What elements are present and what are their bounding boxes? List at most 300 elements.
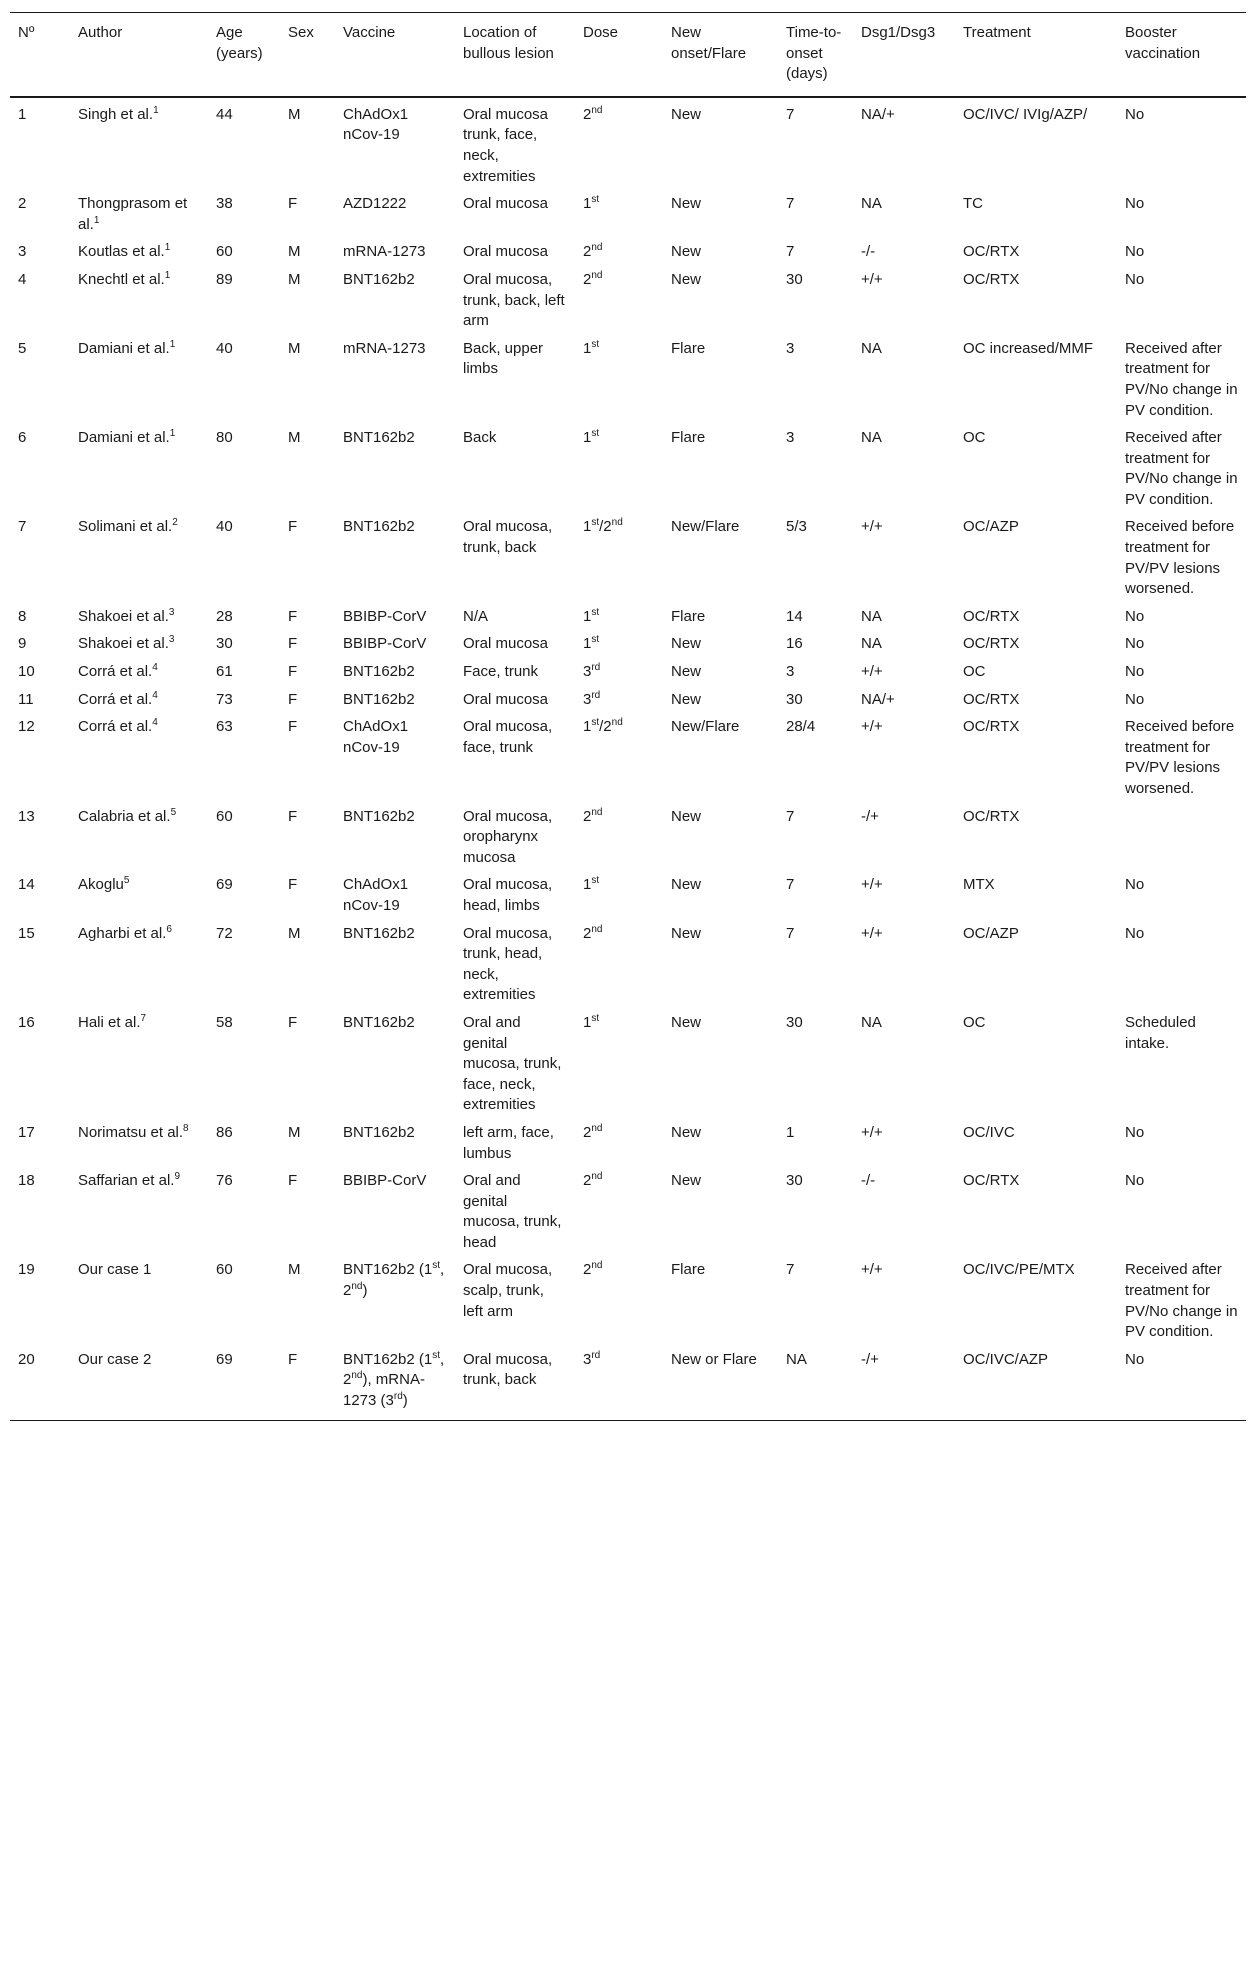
table-row	[10, 710, 1246, 799]
cell-treatment: OC increased/MMF	[963, 339, 1094, 357]
dose-ordinal: rd	[591, 689, 601, 701]
reference-number: 3	[168, 606, 175, 618]
author-name: Singh et al.	[78, 105, 154, 123]
cell-number: 16	[18, 1013, 35, 1031]
table-body	[10, 97, 1246, 1420]
cell-treatment: MTX	[963, 876, 995, 894]
cell-author	[70, 263, 208, 332]
cell-onset: New	[671, 105, 702, 123]
dose-ordinal: nd	[591, 1171, 603, 1183]
cell-dsg: NA	[861, 429, 882, 447]
cell-author	[70, 627, 208, 655]
cell-booster: No	[1125, 924, 1145, 942]
table-row	[10, 1006, 1246, 1116]
cell-location: Oral mucosa, scalp, trunk, left arm	[463, 1261, 553, 1320]
header-treatment: Treatment	[955, 13, 1117, 97]
header-age: Age (years)	[208, 13, 280, 97]
cell-time-to-onset: 7	[786, 195, 795, 213]
cell-number: 2	[18, 195, 27, 213]
cell-author	[70, 917, 208, 1006]
dose-number: 2	[583, 924, 592, 942]
table-header-row	[10, 13, 1246, 97]
cell-time-to-onset: 7	[786, 807, 795, 825]
cell-vaccine	[335, 1116, 455, 1164]
cell-location: left arm, face, lumbus	[463, 1123, 554, 1162]
cell-author	[70, 1343, 208, 1420]
cell-treatment: OC/AZP	[963, 924, 1019, 942]
reference-number: 9	[174, 1171, 181, 1183]
cell-dsg: NA/+	[861, 105, 895, 123]
cell-booster: No	[1125, 1172, 1145, 1190]
cell-age: 69	[216, 876, 233, 894]
vaccine-text: )	[402, 1392, 408, 1410]
cell-onset: Flare	[671, 429, 706, 447]
cell-author	[70, 235, 208, 263]
author-name: Norimatsu et al.	[78, 1123, 184, 1141]
cell-sex: M	[288, 1123, 301, 1141]
cell-treatment: OC	[963, 429, 986, 447]
cell-dose	[575, 627, 663, 655]
cell-location: N/A	[463, 607, 489, 625]
dose-ordinal: nd	[591, 242, 603, 254]
cell-treatment: OC/AZP	[963, 518, 1019, 536]
vaccine-text: , 2	[343, 1261, 445, 1300]
dose-number: 1	[583, 429, 592, 447]
vaccine-text: BNT162b2 (1	[343, 1350, 433, 1368]
vaccine-dose-ordinal: nd	[351, 1281, 363, 1293]
dose-number: 3	[583, 690, 592, 708]
cell-time-to-onset: 7	[786, 243, 795, 261]
cell-age: 69	[208, 1343, 280, 1420]
cell-number: 10	[18, 663, 35, 681]
cell-number: 9	[18, 635, 27, 653]
header-onset: New onset/Flare	[663, 13, 778, 97]
vaccine-name: BNT162b2	[343, 690, 415, 708]
cell-vaccine	[335, 655, 455, 683]
author-name: Corrá et al.	[78, 718, 153, 736]
vaccine-name: BNT162b2	[343, 924, 415, 942]
dose-ordinal: st	[591, 428, 600, 440]
cell-dose	[575, 683, 663, 711]
cell-onset: Flare	[671, 607, 706, 625]
dose-number: 1	[583, 607, 592, 625]
cell-vaccine	[335, 332, 455, 421]
reference-number: 4	[152, 717, 158, 729]
author-name: Akoglu	[78, 876, 124, 894]
dose-ordinal: nd	[591, 104, 603, 116]
cell-location: Oral mucosa	[463, 635, 549, 653]
cell-time-to-onset: 3	[786, 429, 795, 447]
reference-number: 1	[169, 338, 176, 350]
author-name: Knechtl et al.	[78, 270, 165, 288]
dose-number: 1	[583, 1013, 592, 1031]
table-row	[10, 97, 1246, 187]
vaccine-name: BNT162b2	[343, 518, 415, 536]
author-name: Corrá et al.	[78, 690, 153, 708]
cell-dose	[575, 235, 663, 263]
author-name: Our case 1	[78, 1261, 152, 1279]
cell-time-to-onset: 1	[786, 1123, 795, 1141]
dose-number: 1	[583, 876, 592, 894]
cell-treatment: OC/RTX	[963, 1172, 1020, 1190]
cell-number: 20	[10, 1343, 70, 1420]
cell-location: Oral and genital mucosa, trunk, face, neck, extremities	[463, 1013, 562, 1114]
dose-number: 3	[583, 663, 592, 681]
reference-number: 1	[164, 242, 171, 254]
cell-dsg: NA	[861, 195, 882, 213]
cell-location: Oral and genital mucosa, trunk, head	[463, 1172, 562, 1251]
header-sex: Sex	[280, 13, 335, 97]
cell-dose	[575, 510, 663, 599]
dose-ordinal: nd	[591, 269, 603, 281]
table-row	[10, 600, 1246, 628]
header-vaccine: Vaccine	[335, 13, 455, 97]
cell-vaccine	[335, 710, 455, 799]
cell-author	[70, 1006, 208, 1116]
cell-sex: F	[288, 518, 298, 536]
dose-number: 2	[583, 1172, 592, 1190]
vaccine-name: AZD1222	[343, 195, 407, 213]
cell-onset: New	[671, 924, 702, 942]
cell-booster: No	[1125, 1123, 1145, 1141]
cell-number: 13	[18, 807, 35, 825]
cell-booster: No	[1125, 243, 1145, 261]
cell-dose	[575, 655, 663, 683]
cell-dsg: NA	[861, 607, 882, 625]
cell-onset: Flare	[671, 339, 706, 357]
cell-dose	[575, 710, 663, 799]
cell-dose	[575, 1164, 663, 1253]
cell-author	[70, 1164, 208, 1253]
cell-vaccine	[335, 97, 455, 187]
reference-number: 4	[152, 662, 158, 674]
dose-ordinal: nd	[591, 1122, 603, 1134]
cell-onset: Flare	[671, 1261, 706, 1279]
cell-age: 80	[216, 429, 233, 447]
cell-dsg: +/+	[861, 1123, 883, 1141]
dose-ordinal: st	[591, 517, 600, 529]
vaccine-name: BBIBP-CorV	[343, 607, 427, 625]
author-name: Corrá et al.	[78, 663, 153, 681]
cell-author	[70, 332, 208, 421]
cell-treatment: TC	[963, 195, 983, 213]
cell-time-to-onset: 3	[786, 339, 795, 357]
cell-vaccine	[335, 1006, 455, 1116]
cell-time-to-onset: 5/3	[786, 518, 807, 536]
cell-booster: No	[1125, 195, 1145, 213]
cell-dsg: +/+	[861, 1261, 883, 1279]
cell-number: 8	[18, 607, 27, 625]
cell-dose	[575, 868, 663, 916]
cell-dose	[575, 187, 663, 235]
cell-time-to-onset: 7	[786, 924, 795, 942]
cell-booster: No	[1125, 876, 1145, 894]
cell-age: 72	[216, 924, 233, 942]
cell-booster: Scheduled intake.	[1125, 1013, 1196, 1052]
cell-time-to-onset: 7	[786, 876, 795, 894]
cell-sex: F	[288, 718, 298, 736]
cell-number: 3	[18, 243, 27, 261]
cell-age: 30	[216, 635, 233, 653]
cell-number: 15	[18, 924, 35, 942]
cell-dose	[575, 1253, 663, 1342]
cell-dose	[575, 917, 663, 1006]
author-name: Hali et al.	[78, 1013, 141, 1031]
cell-onset: New/Flare	[671, 518, 740, 536]
cell-dose	[575, 600, 663, 628]
cell-sex: M	[288, 339, 301, 357]
cell-sex: F	[288, 607, 298, 625]
table-row	[10, 917, 1246, 1006]
cell-age: 60	[216, 1261, 233, 1279]
cell-treatment: OC/IVC/PE/MTX	[963, 1261, 1075, 1279]
cell-sex: F	[288, 663, 298, 681]
dose-ordinal: nd	[611, 717, 623, 729]
cell-onset: New	[671, 1172, 702, 1190]
cell-author	[70, 600, 208, 628]
vaccine-dose-ordinal: st	[432, 1260, 440, 1272]
cell-treatment: OC/RTX	[963, 807, 1020, 825]
cell-author	[70, 710, 208, 799]
cell-time-to-onset: 16	[786, 635, 803, 653]
header-dose: Dose	[575, 13, 663, 97]
cell-onset: New	[671, 195, 702, 213]
author-name: Saffarian et al.	[78, 1172, 175, 1190]
vaccine-name: BNT162b2	[343, 429, 415, 447]
cell-sex: M	[288, 429, 301, 447]
table-row	[10, 627, 1246, 655]
cell-sex: F	[288, 1013, 298, 1031]
cell-dose	[575, 263, 663, 332]
dose-ordinal: nd	[591, 1260, 603, 1272]
cell-time-to-onset: 7	[786, 1261, 795, 1279]
cell-location: Oral mucosa	[463, 690, 549, 708]
cell-vaccine	[335, 868, 455, 916]
cell-booster: No	[1125, 635, 1145, 653]
cell-dsg: +/+	[861, 518, 883, 536]
cell-onset: New/Flare	[671, 718, 740, 736]
cell-age: 38	[216, 195, 233, 213]
cell-sex: M	[288, 270, 301, 288]
cell-number: 7	[18, 518, 27, 536]
cell-age: 60	[216, 807, 233, 825]
cell-dose	[575, 97, 663, 187]
cell-vaccine	[335, 600, 455, 628]
author-name: Damiani et al.	[78, 429, 170, 447]
dose-number: /2	[599, 518, 612, 536]
cell-treatment: OC/RTX	[963, 718, 1020, 736]
dose-number: 2	[583, 1123, 592, 1141]
cell-booster: Received before treatment for PV/PV lesions worsened.	[1125, 718, 1235, 797]
cell-number: 14	[18, 876, 35, 894]
dose-ordinal: nd	[591, 806, 603, 818]
cell-onset: New or Flare	[663, 1343, 778, 1420]
vaccine-text: ), mRNA-1273 (3	[343, 1371, 425, 1410]
cell-booster: Received after treatment for PV/No change in PV condition.	[1125, 1261, 1238, 1341]
vaccine-dose-ordinal: st	[432, 1349, 440, 1361]
cell-age: 28	[216, 607, 233, 625]
cell-dsg: NA	[861, 339, 882, 357]
vaccine-name: mRNA-1273	[343, 243, 426, 261]
cell-booster	[1117, 800, 1246, 869]
dose-number: 2	[583, 1261, 592, 1279]
cell-treatment: OC/IVC/AZP	[955, 1343, 1117, 1420]
table-row	[10, 235, 1246, 263]
reference-number: 2	[172, 517, 178, 529]
dose-ordinal: st	[591, 194, 600, 206]
cell-author	[70, 655, 208, 683]
cell-time-to-onset: NA	[778, 1343, 853, 1420]
cell-author	[70, 421, 208, 510]
cell-age: 58	[216, 1013, 233, 1031]
cell-time-to-onset: 7	[786, 105, 795, 123]
vaccine-name: BBIBP-CorV	[343, 635, 427, 653]
cell-age: 44	[216, 105, 233, 123]
cell-vaccine	[335, 421, 455, 510]
case-table	[10, 12, 1246, 1421]
cell-time-to-onset: 28/4	[786, 718, 816, 736]
dose-ordinal: rd	[591, 662, 601, 674]
dose-ordinal: st	[591, 338, 600, 350]
table-row	[10, 1343, 1246, 1420]
cell-age: 89	[216, 270, 233, 288]
vaccine-name: ChAdOx1 nCov-19	[343, 105, 409, 144]
dose-ordinal: rd	[591, 1349, 601, 1361]
dose-number: 1	[583, 635, 592, 653]
cell-number: 11	[18, 690, 34, 708]
cell-treatment: OC	[963, 1013, 986, 1031]
reference-number: 8	[183, 1122, 189, 1134]
cell-author	[70, 97, 208, 187]
dose-ordinal: nd	[591, 923, 603, 935]
cell-location: Oral mucosa	[463, 195, 549, 213]
cell-author	[70, 1116, 208, 1164]
cell-vaccine	[335, 187, 455, 235]
cell-vaccine	[335, 1253, 455, 1342]
cell-dsg: +/+	[861, 663, 883, 681]
cell-age: 86	[216, 1123, 233, 1141]
cell-number: 1	[18, 105, 27, 123]
cell-age: 76	[216, 1172, 233, 1190]
dose-number: 2	[583, 807, 592, 825]
vaccine-name: BNT162b2	[343, 1123, 415, 1141]
cell-onset: New	[671, 663, 702, 681]
cell-booster: Received before treatment for PV/PV lesions worsened.	[1125, 518, 1235, 598]
cell-location: Oral mucosa	[463, 243, 549, 261]
table-row	[10, 421, 1246, 510]
cell-location: Oral mucosa, trunk, back	[463, 518, 553, 557]
cell-sex: F	[288, 195, 298, 213]
cell-location: Oral mucosa, face, trunk	[463, 718, 553, 756]
vaccine-text: )	[362, 1282, 368, 1300]
reference-number: 5	[170, 806, 177, 818]
cell-age: 60	[216, 243, 233, 261]
author-name: Thongprasom et al.	[78, 195, 188, 233]
cell-number: 19	[18, 1261, 35, 1279]
cell-dose	[575, 1006, 663, 1116]
dose-number: 1	[583, 718, 592, 736]
cell-treatment: OC/RTX	[963, 243, 1020, 261]
cell-treatment: OC/RTX	[963, 270, 1020, 288]
cell-time-to-onset: 3	[786, 663, 795, 681]
cell-sex: M	[288, 243, 301, 261]
cell-onset: New	[671, 635, 702, 653]
cell-number: 12	[18, 718, 35, 736]
vaccine-dose-ordinal: rd	[393, 1391, 403, 1403]
cell-vaccine	[335, 1164, 455, 1253]
cell-booster: Received after treatment for PV/No change in PV condition.	[1125, 429, 1238, 508]
header-time-to-onset: Time-to-onset (days)	[778, 13, 853, 97]
vaccine-name: BNT162b2	[343, 807, 415, 825]
cell-sex: F	[288, 876, 298, 894]
cell-number: 17	[18, 1123, 35, 1141]
cell-treatment: OC	[963, 663, 986, 681]
cell-booster: No	[1125, 270, 1145, 288]
cell-age: 61	[216, 663, 233, 681]
vaccine-name: BNT162b2	[343, 663, 415, 681]
table-row	[10, 683, 1246, 711]
cell-time-to-onset: 30	[786, 1013, 803, 1031]
cell-dsg: -/-	[861, 1172, 876, 1190]
reference-number: 1	[169, 428, 176, 440]
author-name: Agharbi et al.	[78, 924, 167, 942]
author-name: Koutlas et al.	[78, 243, 165, 261]
cell-booster: No	[1117, 1343, 1246, 1420]
cell-booster: No	[1125, 690, 1145, 708]
cell-location: Oral mucosa, trunk, back	[455, 1343, 575, 1420]
cell-author	[70, 510, 208, 599]
cell-age: 73	[216, 690, 233, 708]
cell-treatment: OC/RTX	[963, 635, 1020, 653]
vaccine-name: BBIBP-CorV	[343, 1172, 427, 1190]
reference-number: 4	[152, 689, 158, 701]
cell-treatment: OC/RTX	[963, 690, 1020, 708]
cell-location: Oral mucosa, head, limbs	[463, 876, 553, 914]
author-name: Calabria et al.	[78, 807, 171, 825]
cell-sex: M	[288, 105, 301, 123]
cell-author	[70, 800, 208, 869]
cell-vaccine	[335, 510, 455, 599]
cell-booster: No	[1125, 105, 1145, 123]
cell-onset: New	[671, 807, 702, 825]
cell-dsg: -/+	[861, 807, 879, 825]
cell-dsg: -/+	[853, 1343, 955, 1420]
cell-age: 63	[216, 718, 233, 736]
cell-dsg: NA/+	[861, 690, 895, 708]
cell-onset: New	[671, 690, 702, 708]
dose-ordinal: st	[591, 875, 600, 887]
cell-dsg: +/+	[861, 924, 883, 942]
author-name: Solimani et al.	[78, 518, 173, 536]
cell-sex: F	[280, 1343, 335, 1420]
dose-number: 1	[583, 195, 592, 213]
table-container	[10, 12, 1246, 1421]
author-name: Shakoei et al.	[78, 635, 169, 653]
dose-number: /2	[599, 718, 612, 736]
dose-number: 2	[583, 270, 592, 288]
cell-age: 40	[216, 339, 233, 357]
table-row	[10, 1116, 1246, 1164]
cell-booster: Received after treatment for PV/No change in PV condition.	[1125, 339, 1238, 419]
cell-dsg: NA	[861, 635, 882, 653]
cell-onset: New	[671, 1013, 702, 1031]
cell-vaccine	[335, 627, 455, 655]
cell-dose	[575, 800, 663, 869]
cell-author	[70, 187, 208, 235]
cell-dose	[575, 1116, 663, 1164]
dose-ordinal: st	[591, 606, 600, 618]
cell-vaccine	[335, 1343, 455, 1420]
